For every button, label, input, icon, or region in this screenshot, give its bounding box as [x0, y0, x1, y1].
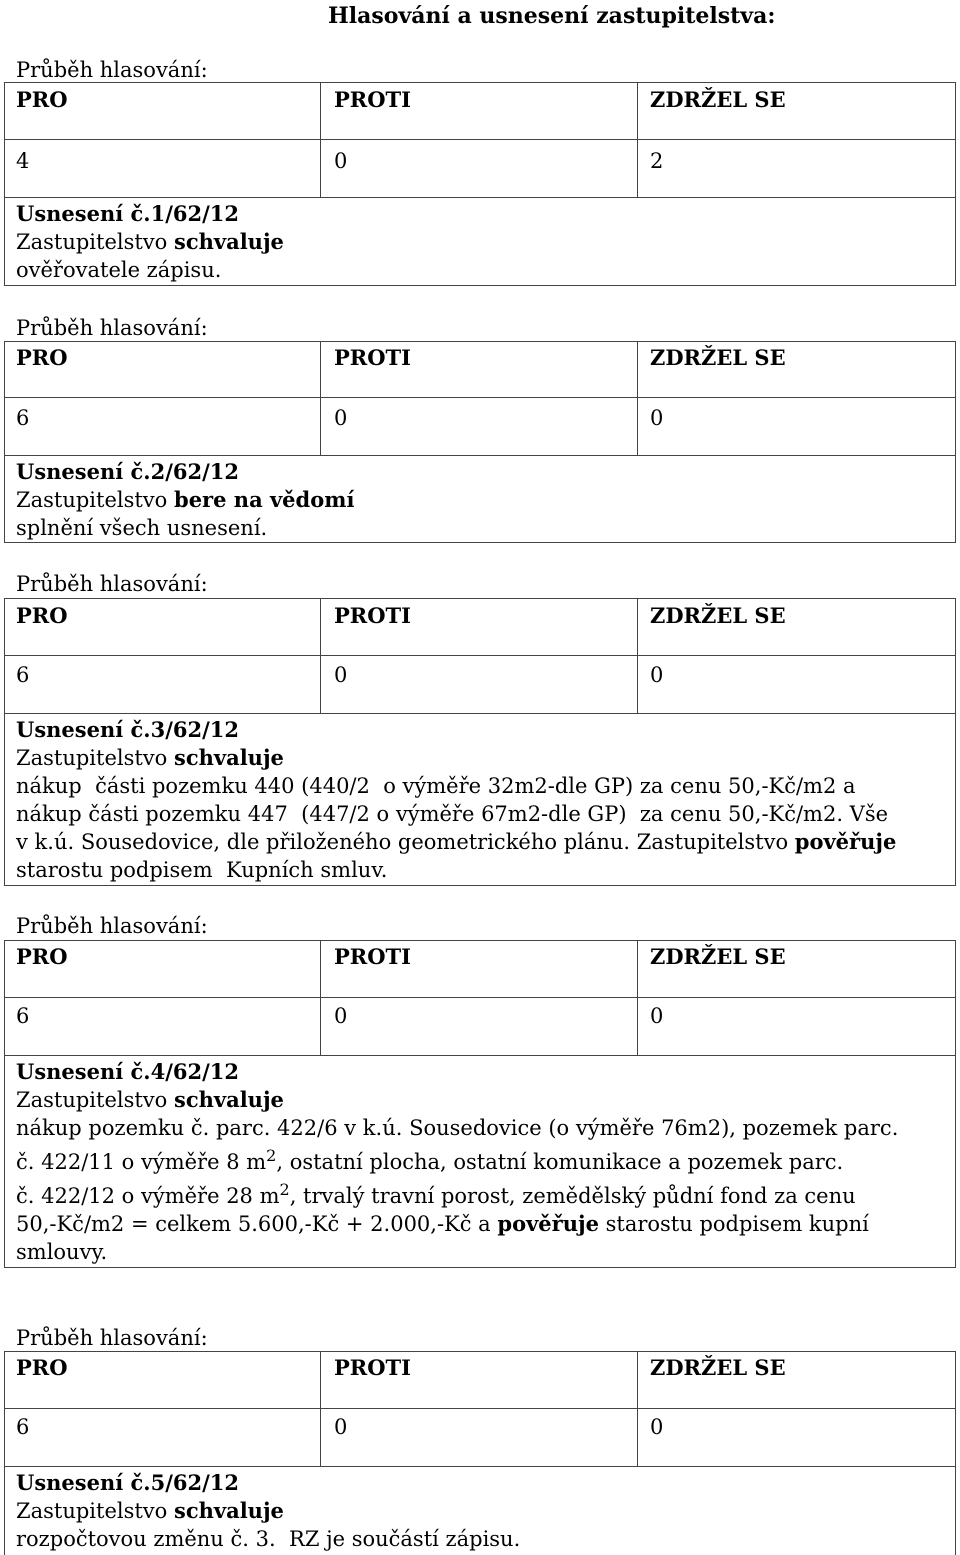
resolution-verb: schvaluje: [174, 1087, 284, 1112]
header-zdrzel: ZDRŽEL SE: [650, 345, 786, 370]
value-pro: 6: [16, 663, 30, 687]
header-proti: PROTI: [334, 345, 411, 370]
resolution-body: Zastupitelstvo: [16, 1088, 168, 1112]
resolution-line: v k.ú. Sousedovice, dle přiloženého geometrického plánu. Zastupitelstvo pověřuje: [16, 829, 897, 854]
value-pro: 6: [16, 1415, 30, 1439]
resolution-verb: schvaluje: [174, 745, 284, 770]
value-zdrzel: 0: [650, 406, 664, 430]
resolution-verb: schvaluje: [174, 229, 284, 254]
vote-label: Průběh hlasování:: [16, 572, 208, 596]
header-proti: PROTI: [334, 1355, 411, 1380]
resolution-text: splnění všech usnesení.: [16, 516, 268, 540]
header-pro: PRO: [16, 603, 68, 628]
vote-label: Průběh hlasování:: [16, 58, 208, 82]
header-zdrzel: ZDRŽEL SE: [650, 1355, 786, 1380]
header-zdrzel: ZDRŽEL SE: [650, 87, 786, 112]
resolution-number: Usnesení č.3/62/12: [16, 717, 240, 742]
resolution-number: Usnesení č.5/62/12: [16, 1470, 240, 1495]
value-zdrzel: 0: [650, 1415, 664, 1439]
resolution-line: nákup pozemku č. parc. 422/6 v k.ú. Sousedovice (o výměře 76m2), pozemek parc.: [16, 1116, 899, 1140]
resolution-line: č. 422/11 o výměře 8 $m^2$, ostatní plocha, ostatní komunikace a pozemek parc.: [16, 1146, 844, 1174]
resolution-body: Zastupitelstvo: [16, 746, 168, 770]
resolution-line: smlouvy.: [16, 1240, 108, 1264]
vote-label: Průběh hlasování:: [16, 1326, 208, 1350]
resolution-1: [16, 200, 946, 284]
resolution-text: ověřovatele zápisu.: [16, 258, 222, 282]
resolution-body: Zastupitelstvo: [16, 488, 168, 512]
value-zdrzel: 2: [650, 149, 664, 173]
resolution-text: rozpočtovou změnu č. 3. RZ je součástí zápisu.: [16, 1527, 521, 1551]
resolution-line: nákup části pozemku 447 (447/2 o výměře 67m2-dle GP) za cenu 50,-Kč/m2. Vše: [16, 802, 889, 826]
resolution-body: Zastupitelstvo: [16, 1499, 168, 1523]
resolution-3: [16, 716, 946, 884]
value-proti: 0: [334, 149, 348, 173]
resolution-number: Usnesení č.1/62/12: [16, 201, 240, 226]
resolution-verb: pověřuje: [497, 1211, 599, 1236]
header-proti: PROTI: [334, 87, 411, 112]
resolution-line: č. 422/12 o výměře 28 $m^2$, trvalý travní porost, zemědělský půdní fond za cenu: [16, 1180, 856, 1208]
header-proti: PROTI: [334, 944, 411, 969]
value-pro: 6: [16, 1004, 30, 1028]
resolution-number: Usnesení č.4/62/12: [16, 1059, 240, 1084]
resolution-verb: bere na vědomí: [174, 487, 355, 512]
resolution-line: nákup části pozemku 440 (440/2 o výměře 32m2-dle GP) za cenu 50,-Kč/m2 a: [16, 774, 856, 798]
resolution-line: starostu podpisem Kupních smluv.: [16, 858, 388, 882]
document-title: Hlasování a usnesení zastupitelstva:: [328, 3, 776, 29]
header-proti: PROTI: [334, 603, 411, 628]
value-pro: 4: [16, 149, 30, 173]
resolution-verb: schvaluje: [174, 1498, 284, 1523]
resolution-5: [16, 1469, 946, 1553]
value-zdrzel: 0: [650, 1004, 664, 1028]
resolution-2: [16, 458, 946, 542]
header-pro: PRO: [16, 944, 68, 969]
resolution-line: 50,-Kč/m2 = celkem 5.600,-Kč + 2.000,-Kč a pověřuje starostu podpisem kupní: [16, 1211, 869, 1236]
value-proti: 0: [334, 1004, 348, 1028]
header-pro: PRO: [16, 87, 68, 112]
value-zdrzel: 0: [650, 663, 664, 687]
resolution-verb: pověřuje: [794, 829, 897, 854]
value-proti: 0: [334, 406, 348, 430]
value-proti: 0: [334, 1415, 348, 1439]
vote-label: Průběh hlasování:: [16, 914, 208, 938]
header-pro: PRO: [16, 1355, 68, 1380]
value-proti: 0: [334, 663, 348, 687]
header-zdrzel: ZDRŽEL SE: [650, 944, 786, 969]
resolution-body: Zastupitelstvo: [16, 230, 168, 254]
header-zdrzel: ZDRŽEL SE: [650, 603, 786, 628]
value-pro: 6: [16, 406, 30, 430]
resolution-4: [16, 1058, 946, 1266]
resolution-number: Usnesení č.2/62/12: [16, 459, 240, 484]
header-pro: PRO: [16, 345, 68, 370]
vote-label: Průběh hlasování:: [16, 316, 208, 340]
